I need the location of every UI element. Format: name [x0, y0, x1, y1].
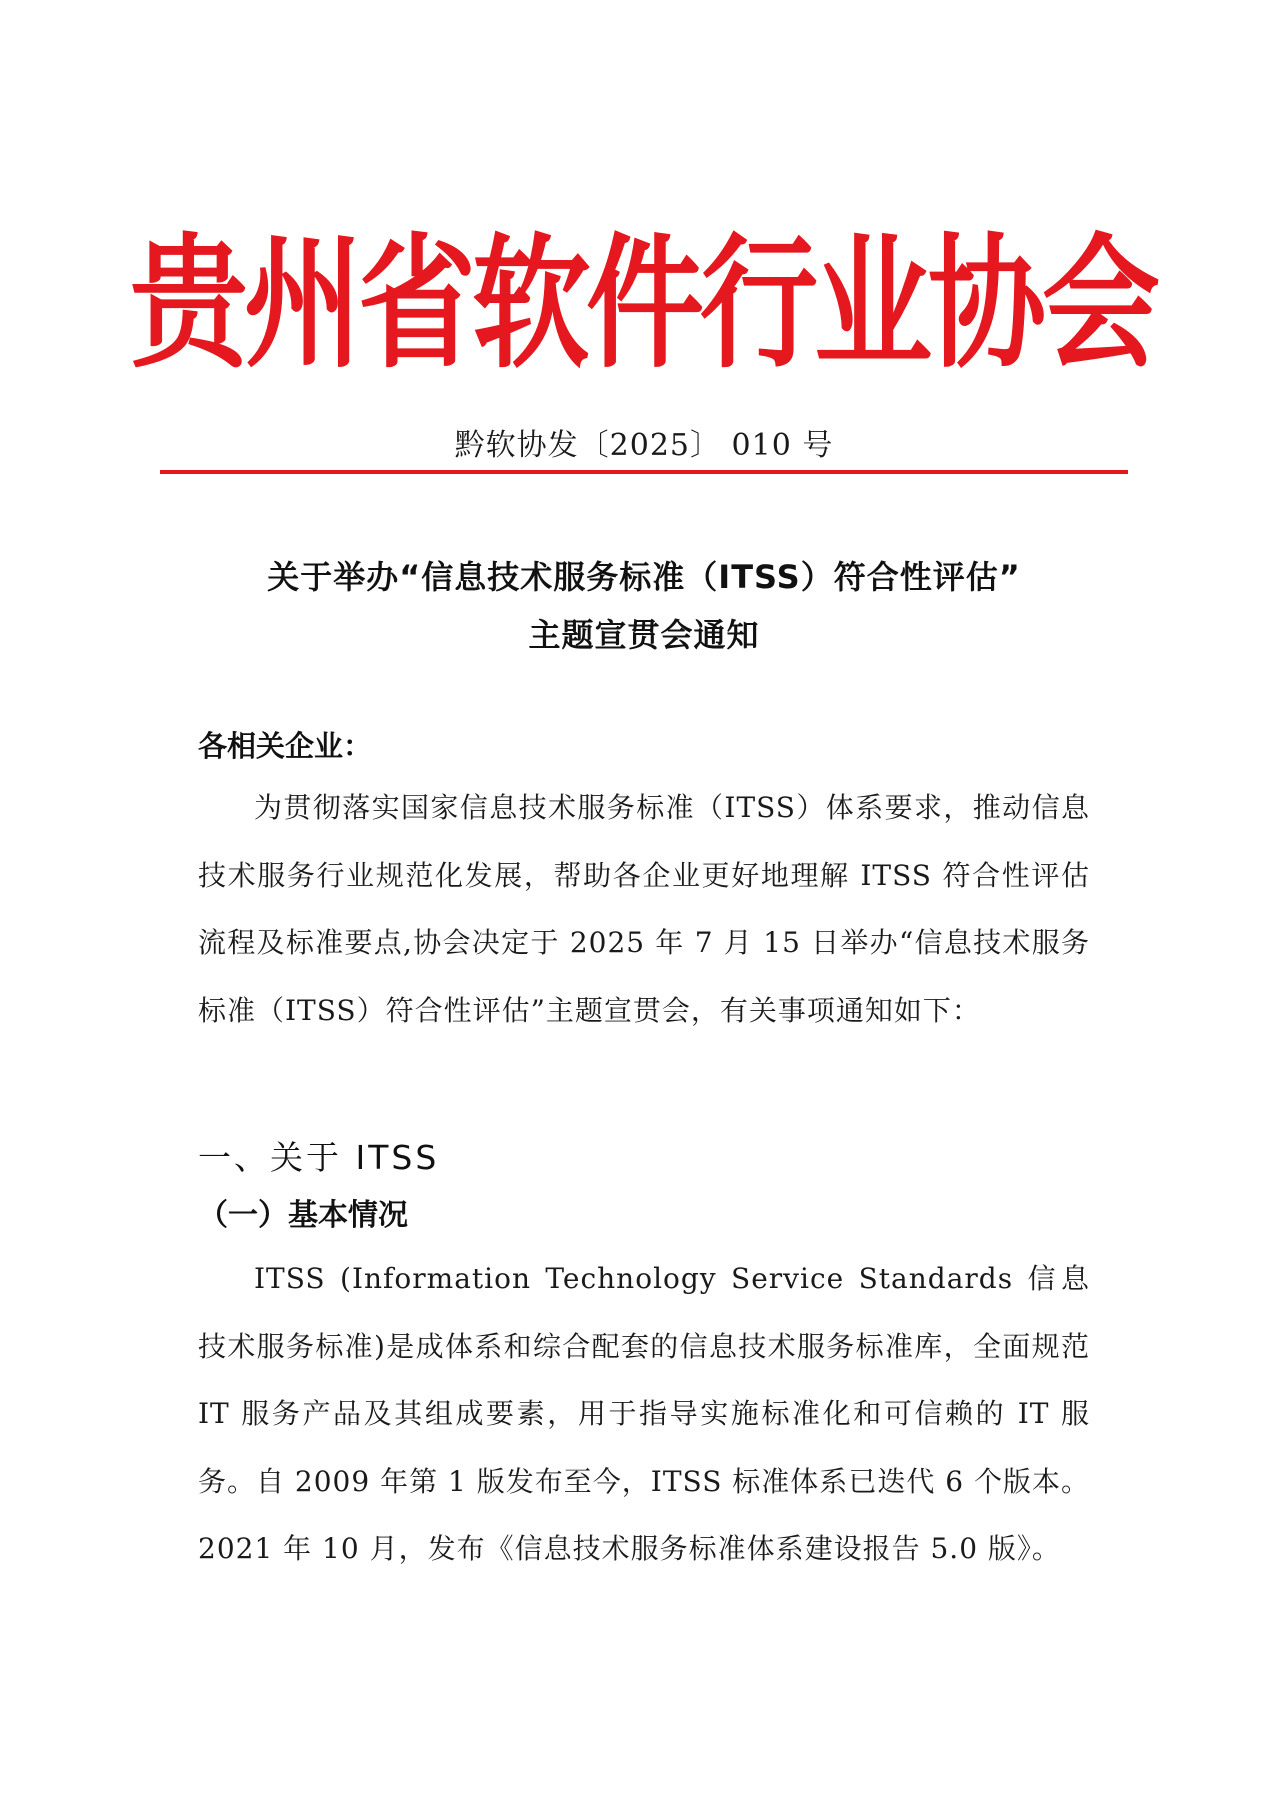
section-1-subheading: （一）基本情况: [198, 1198, 408, 1233]
document-number: 黔软协发〔2025〕 010 号: [454, 428, 834, 463]
notice-title: [160, 548, 1128, 664]
organization-masthead: 贵州省软件行业协会: [130, 219, 1157, 388]
notice-title-line-2: 主题宣贯会通知: [528, 616, 760, 654]
section-1-paragraph: ITSS (Information Technology Service Standards 信息技术服务标准)是成体系和综合配套的信息技术服务标准库，全面规范 IT 服务产品及其组成要素，用于指导实施标准化和可信赖的 IT 服务。自 2009 年第 1 版发布至今，ITSS 标准体系已迭代 6 个版本。2021 年 10 月，发布《信息技术服务标准体系建设报告 5.0 版》。: [198, 1262, 1090, 1565]
notice-title-line-1: 关于举办“信息技术服务标准（ITSS）符合性评估”: [267, 558, 1021, 596]
red-divider-rule: [160, 470, 1128, 474]
salutation: 各相关企业：: [198, 729, 373, 763]
section-1-heading: 一、关于 ITSS: [198, 1138, 440, 1177]
intro-paragraph: 为贯彻落实国家信息技术服务标准（ITSS）体系要求，推动信息技术服务行业规范化发展，帮助各企业更好地理解 ITSS 符合性评估流程及标准要点,协会决定于 2025 年 7 月 15 日举办“信息技术服务标准（ITSS）符合性评估”主题宣贯会，有关事项通知如下：: [198, 791, 1090, 1027]
